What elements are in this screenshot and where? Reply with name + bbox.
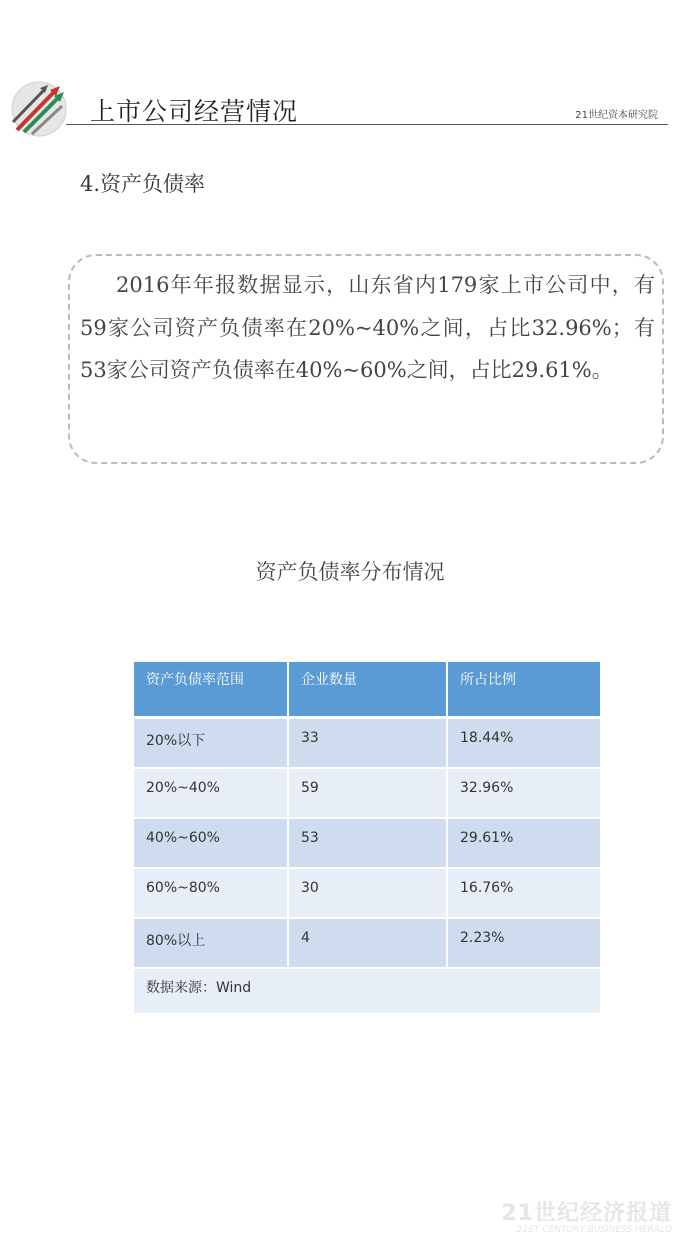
header-subtitle: 21世纪资本研究院 <box>575 110 658 121</box>
table-row <box>134 868 600 918</box>
column-header-count: 企业数量 <box>288 662 447 718</box>
summary-text: 2016年年报数据显示，山东省内179家上市公司中，有59家公司资产负债率在20%~40%之间，占比32.96%；有53家公司资产负债率在40%~60%之间，占比29.61%。 <box>80 273 655 382</box>
table-row <box>134 768 600 818</box>
debt-ratio-table <box>134 662 600 1015</box>
table-source-row <box>134 968 600 1014</box>
table-header-row <box>134 662 600 718</box>
cell-count: 33 <box>288 718 447 769</box>
watermark-cn: 21世纪经济报道 <box>501 1201 672 1226</box>
table-row <box>134 718 600 769</box>
cell-share: 32.96% <box>447 768 600 818</box>
cell-share: 29.61% <box>447 818 600 868</box>
cell-share: 2.23% <box>447 918 600 968</box>
arrows-logo-icon <box>10 80 68 138</box>
cell-range: 60%~80% <box>134 868 288 918</box>
header-title: 上市公司经营情况 <box>90 97 299 126</box>
table-title: 资产负债率分布情况 <box>255 560 445 584</box>
cell-share: 18.44% <box>447 718 600 769</box>
cell-share: 16.76% <box>447 868 600 918</box>
column-header-range: 资产负债率范围 <box>134 662 288 718</box>
cell-count: 53 <box>288 818 447 868</box>
cell-range: 40%~60% <box>134 818 288 868</box>
watermark <box>501 1196 672 1235</box>
table-row <box>134 818 600 868</box>
cell-range: 80%以上 <box>134 918 288 968</box>
cell-count: 59 <box>288 768 447 818</box>
cell-range: 20%~40% <box>134 768 288 818</box>
column-header-share: 所占比例 <box>447 662 600 718</box>
cell-count: 30 <box>288 868 447 918</box>
section-heading: 4.资产负债率 <box>80 172 206 196</box>
header-divider <box>66 124 668 125</box>
cell-count: 4 <box>288 918 447 968</box>
table-row <box>134 918 600 968</box>
data-source-note: 数据来源：Wind <box>134 968 600 1014</box>
watermark-en: 21ST CENTURY BUSINESS HERALD <box>516 1225 672 1235</box>
cell-range: 20%以下 <box>134 718 288 769</box>
